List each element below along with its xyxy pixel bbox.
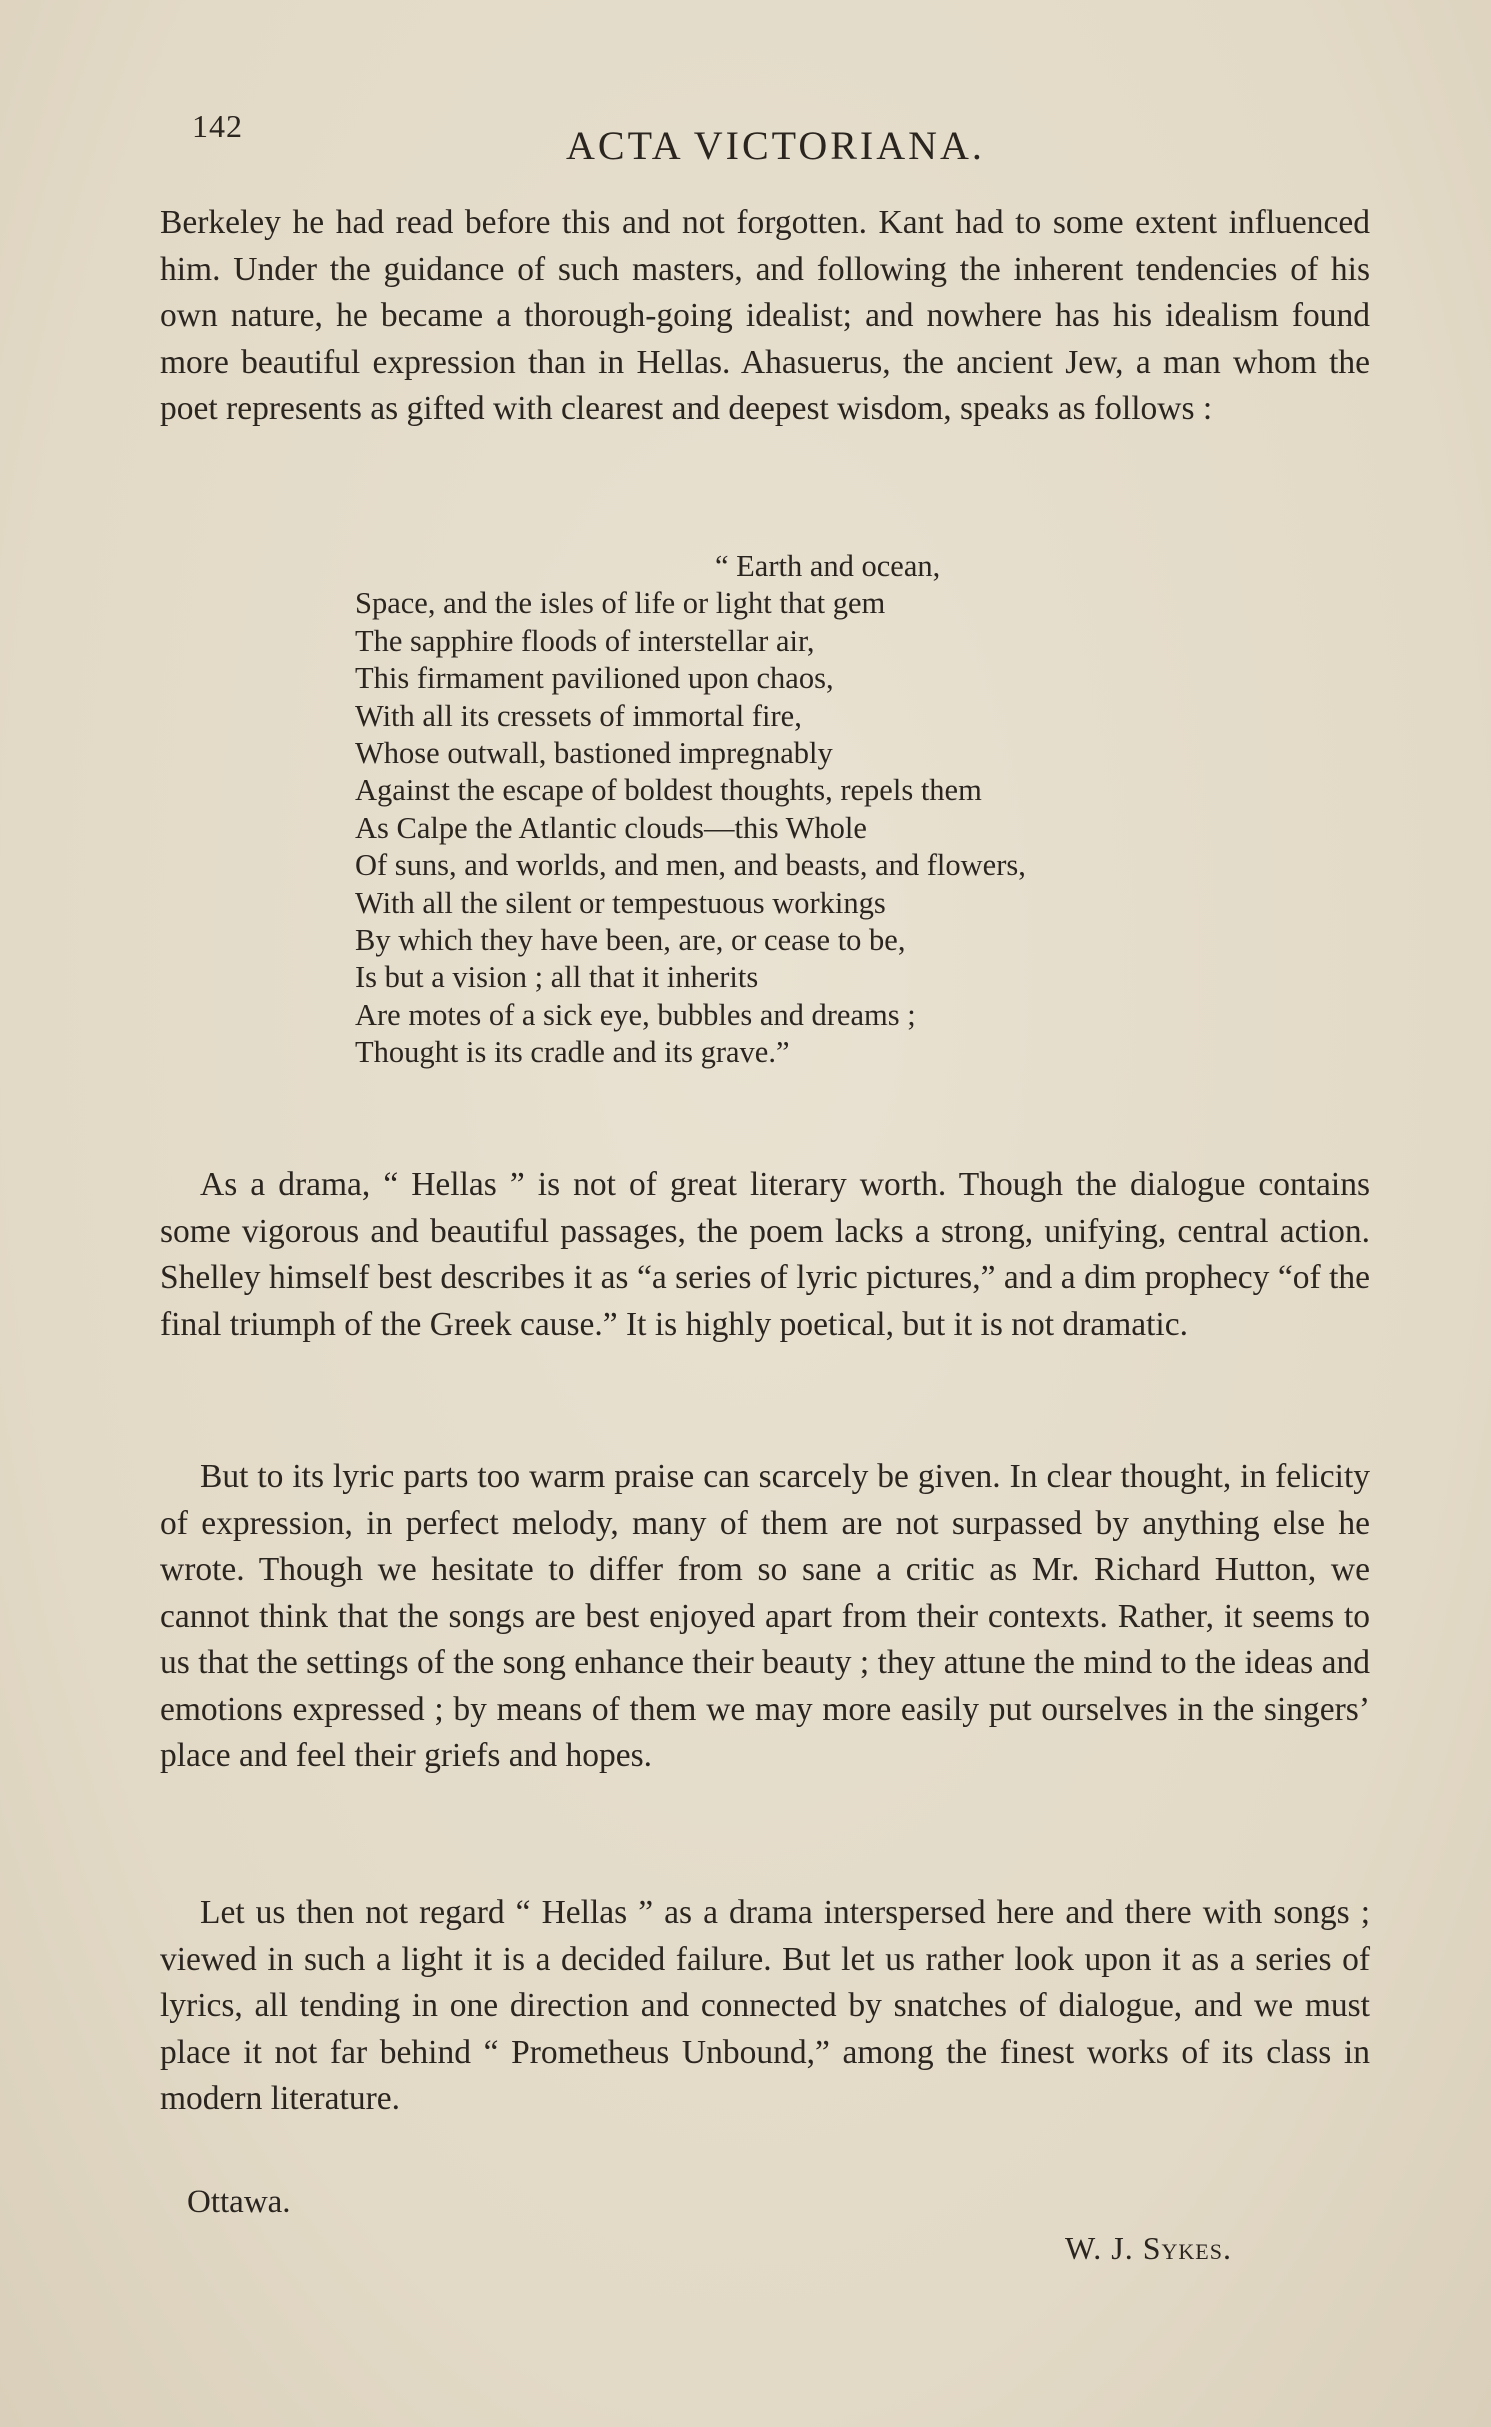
poem-line: Of suns, and worlds, and men, and beasts, and flowers, xyxy=(355,848,1026,883)
poem-line: With all its cressets of immortal fire, xyxy=(355,698,802,733)
poem-line: Is but a vision ; all that it inherits xyxy=(355,960,759,995)
paragraph-berkeley xyxy=(160,200,1370,433)
page-number: 142 xyxy=(192,108,243,144)
poem-line: The sapphire floods of interstellar air, xyxy=(355,623,815,658)
poem-line: “ Earth and ocean, xyxy=(715,549,941,583)
poem-line: Are motes of a sick eye, bubbles and dreams ; xyxy=(355,997,916,1032)
author-signature: W. J. Sykes. xyxy=(1065,2230,1232,2266)
poem-line: Space, and the isles of life or light that gem xyxy=(355,586,886,621)
poem-line: By which they have been, are, or cease to be, xyxy=(355,923,906,958)
poem-line: Against the escape of boldest thoughts, repels them xyxy=(355,773,982,808)
poem-line: Thought is its cradle and its grave.” xyxy=(355,1035,790,1070)
running-head: ACTA VICTORIANA. xyxy=(566,123,985,168)
paragraph-conclusion xyxy=(160,1890,1370,2123)
paragraph-drama xyxy=(160,1162,1370,1348)
paragraph-text: Let us then not regard “ Hellas ” as a drama interspersed here and there with songs ; viewed in such a light it is a decided failure. But let us rather look upon it as a series of lyrics, all tending in one direction and connected by snatches of dialogue, and we must place it not far behind “ Prometheus Unbound,” among the finest works of its class in modern literature. xyxy=(160,1894,1370,2117)
poem-line: As Calpe the Atlantic clouds—this Whole xyxy=(355,810,867,845)
paragraph-text: Berkeley he had read before this and not forgotten. Kant had to some extent influenced him. Under the guidance of such masters, and following the inherent tendencies of his own nature, he became a thorough-going idealist; and nowhere has his idealism found more beautiful expression than in Hellas. Ahasuerus, the ancient Jew, a man whom the poet represents as gifted with clearest and deepest wisdom, speaks as follows : xyxy=(160,204,1370,427)
closing-place: Ottawa. xyxy=(187,2184,291,2220)
paragraph-lyric-parts xyxy=(160,1454,1370,1780)
paragraph-text: But to its lyric parts too warm praise can scarcely be given. In clear thought, in felicity of expression, in perfect melody, many of them are not surpassed by anything else he wrote. Though we hesitate to differ from so sane a critic as Mr. Richard Hutton, we cannot think that the songs are best enjoyed apart from their contexts. Rather, it seems to us that the settings of the song enhance their beauty ; they attune the mind to the ideas and emotions expressed ; by means of them we may more easily put ourselves in the singers’ place and feel their griefs and hopes. xyxy=(160,1458,1370,1774)
paragraph-text: As a drama, “ Hellas ” is not of great literary worth. Though the dialogue contains some vigorous and beautiful passages, the poem lacks a strong, unifying, central action. Shelley himself best describes it as “a series of lyric pictures,” and a dim prophecy “of the final triumph of the Greek cause.” It is highly poetical, but it is not dramatic. xyxy=(160,1166,1370,1343)
poem-line: With all the silent or tempestuous workings xyxy=(355,885,886,920)
poem-quotation xyxy=(355,548,1255,1072)
poem-line: Whose outwall, bastioned impregnably xyxy=(355,736,833,771)
poem-line: This firmament pavilioned upon chaos, xyxy=(355,661,834,696)
